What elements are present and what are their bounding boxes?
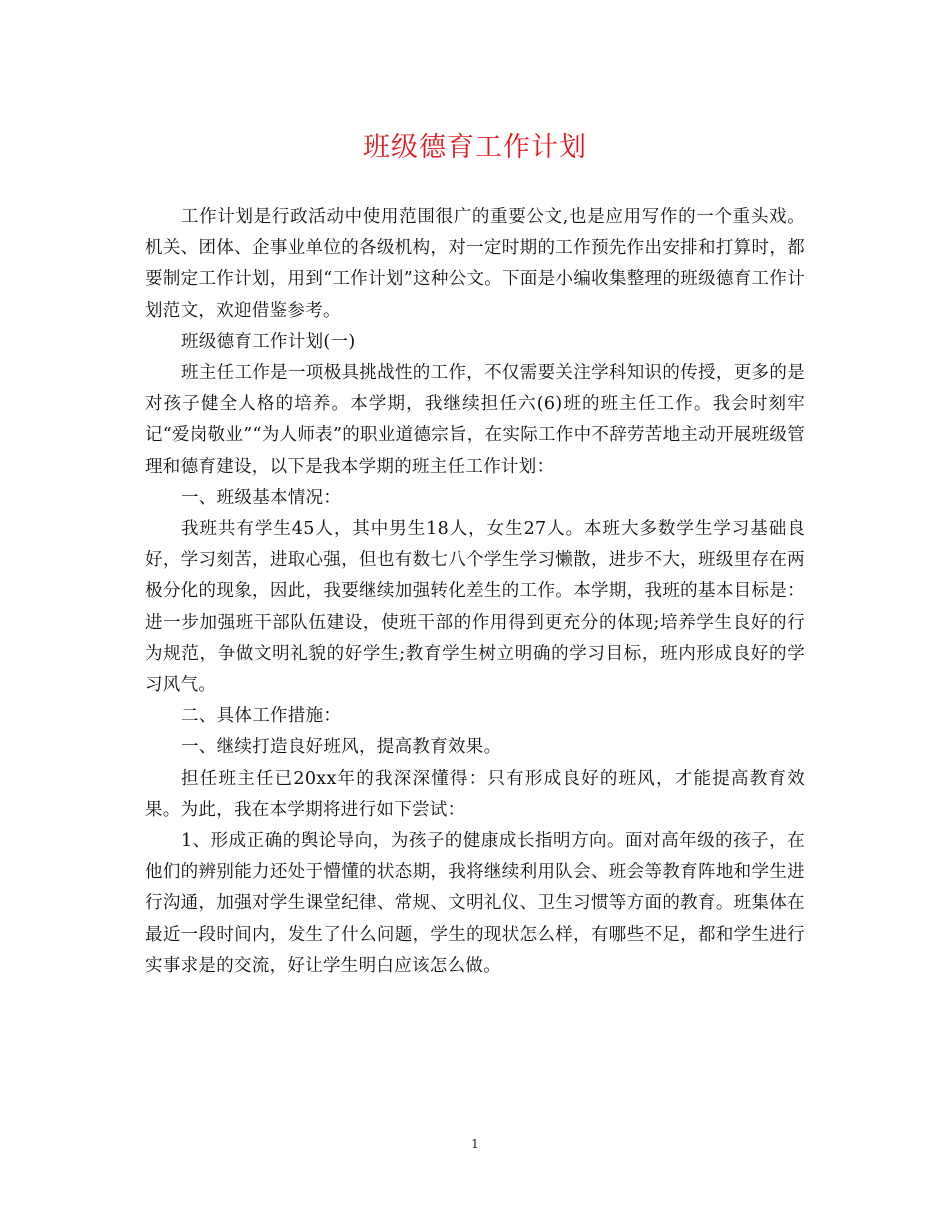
page-number: 1 xyxy=(471,1137,479,1151)
paragraph-4: 1、形成正确的舆论导向，为孩子的健康成长指明方向。面对高年级的孩子，在他们的辨别能力还处于懵懂的状态期，我将继续利用队会、班会等教育阵地和学生进行沟通，加强对学生课堂纪律、常规、文明礼仪、卫生习惯等方面的教育。班集体在最近一段时间内，发生了什么问题，学生的现状怎么样，有哪些不足，都和学生进行实事求是的交流，好让学生明白应该怎么做。 xyxy=(145,831,805,976)
heading-class-situation: 一、班级基本情况： xyxy=(181,487,342,508)
intro-paragraph: 工作计划是行政活动中使用范围很广的重要公文,也是应用写作的一个重头戏。机关、团体、企事业单位的各级机构，对一定时期的工作预先作出安排和打算时，都要制定工作计划，用到“工作计划”这种公文。下面是小编收集整理的班级德育工作计划范文，欢迎借鉴参考。 xyxy=(145,207,805,321)
document-title: 班级德育工作计划 xyxy=(363,132,587,163)
heading-class-style: 一、继续打造良好班风，提高教育效果。 xyxy=(181,737,502,758)
paragraph-3: 担任班主任已20xx年的我深深懂得：只有形成良好的班风，才能提高教育效果。为此，我在本学期将进行如下尝试： xyxy=(145,768,805,820)
paragraph-1: 班主任工作是一项极具挑战性的工作，不仅需要关注学科知识的传授，更多的是对孩子健全人格的培养。本学期，我继续担任六(6)班的班主任工作。我会时刻牢记“爱岗敬业”“为人师表”的职业道德宗旨，在实际工作中不辞劳苦地主动开展班级管理和德育建设，以下是我本学期的班主任工作计划： xyxy=(145,363,805,477)
section-title: 班级德育工作计划(一) xyxy=(181,331,356,352)
paragraph-2: 我班共有学生45人，其中男生18人，女生27人。本班大多数学生学习基础良好，学习刻苦，进取心强，但也有数七八个学生学习懒散，进步不大，班级里存在两极分化的现象，因此，我要继续加强转化差生的工作。本学期，我班的基本目标是：进一步加强班干部队伍建设，使班干部的作用得到更充分的体现;培养学生良好的行为规范，争做文明礼貌的好学生;教育学生树立明确的学习目标，班内形成良好的学习风气。 xyxy=(145,519,805,696)
document-body xyxy=(145,202,805,982)
heading-measures: 二、具体工作措施： xyxy=(181,706,342,727)
